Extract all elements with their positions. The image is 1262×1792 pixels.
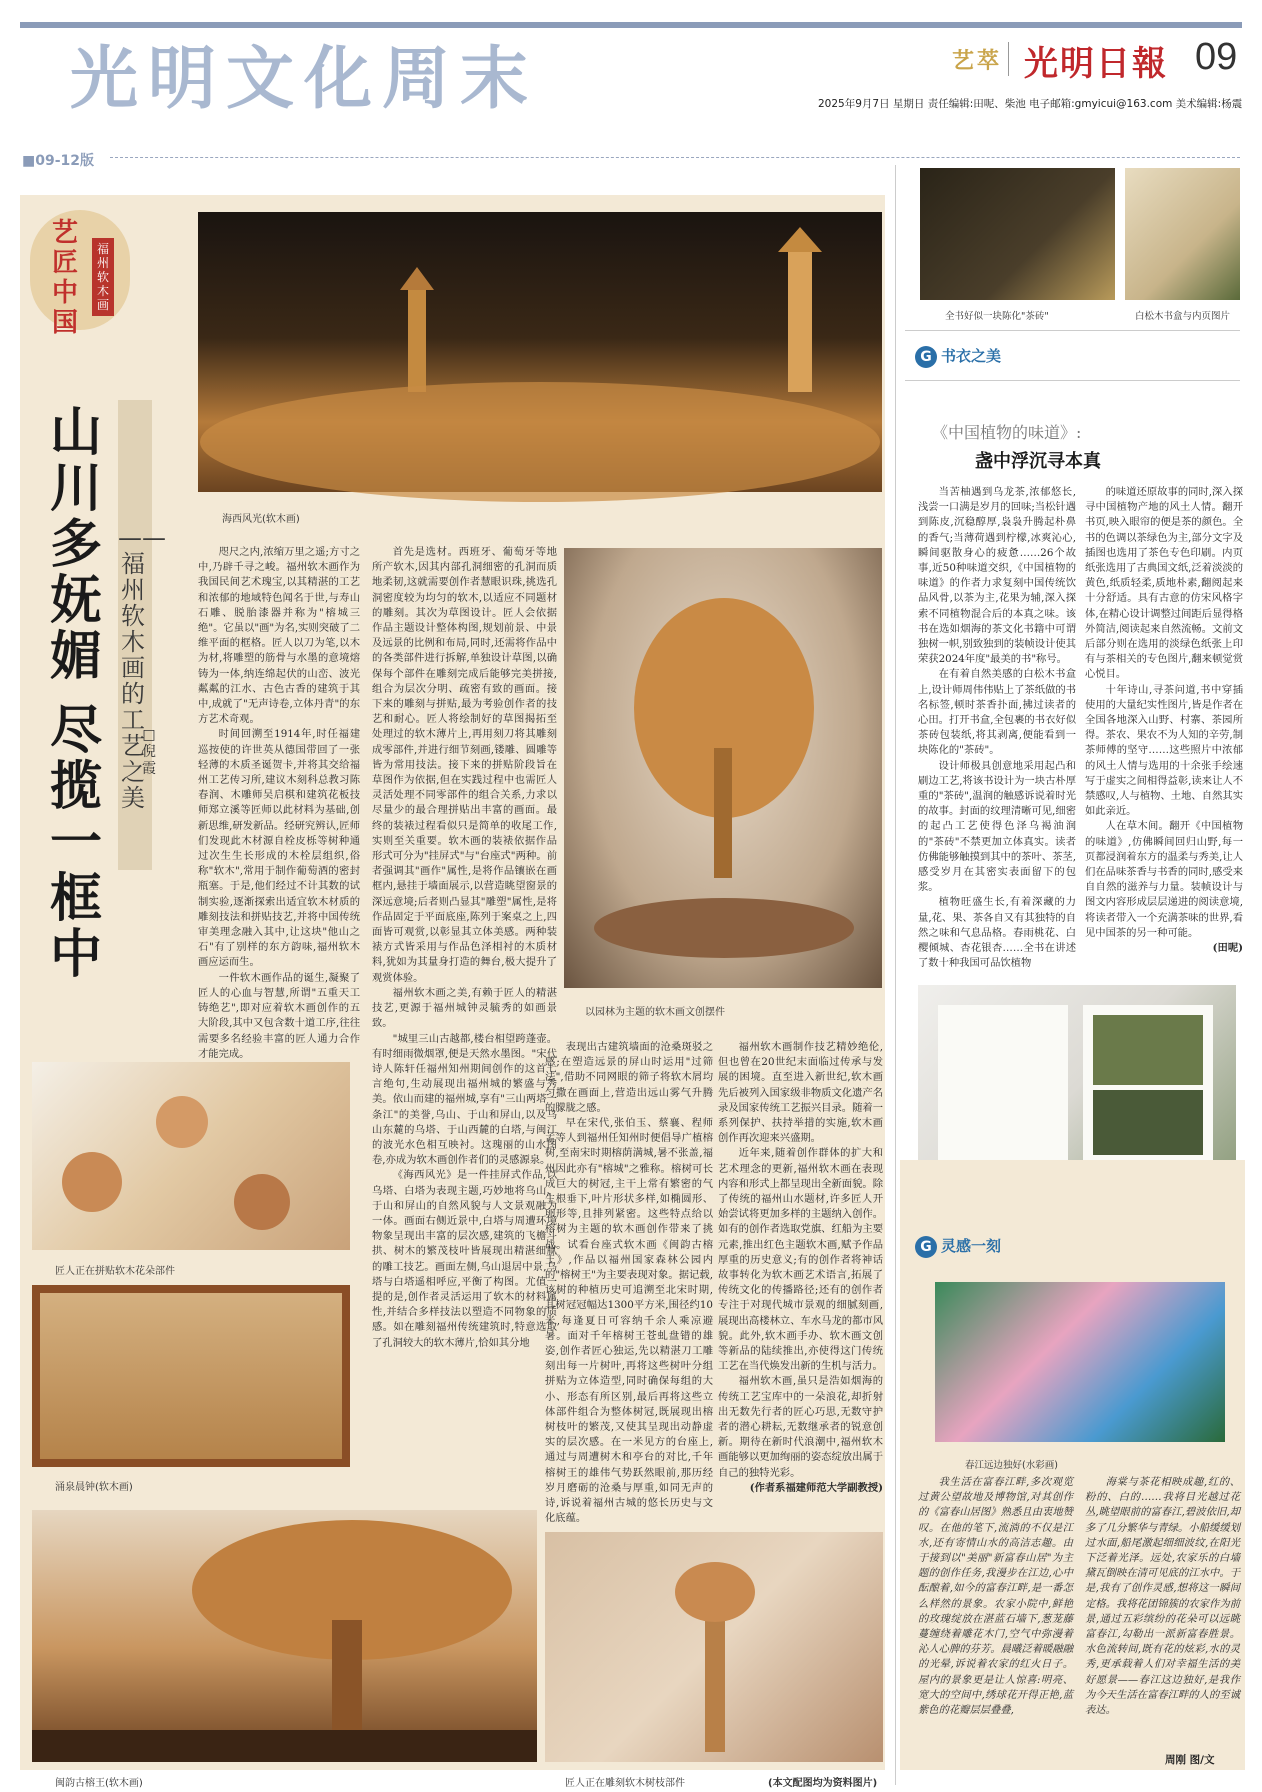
book-col1-paragraph: 当苦柚遇到乌龙茶,浓郁悠长,浅尝一口满是岁月的回味;当松针遇到陈皮,沉稳醇厚,袅袅升腾起朴鼻的香气;当薄荷遇到柠檬,冰爽沁心,瞬间驱散身心的疲惫……26个故事,近50种味道交织,《中国植物的味道》的作者力求复刻中国传统饮品风骨,以茶为主,花果为辅,深入探索不同植物混合后的本真之味。该书在选如烟海的茶文化书籍中可谓独树一帜,别致独到的装帧设计使其荣获2024年度"最美的书"称号。	[918, 486, 1076, 666]
caption-banyan: 闽韵古榕王(软木画)	[55, 1778, 143, 1789]
article-column-4	[718, 1040, 883, 1520]
dome-photo	[564, 548, 882, 988]
col2-paragraph: 福州软木画之美,有赖于匠人的精湛技艺,更源于福州城钟灵毓秀的如画景致。	[372, 986, 557, 1030]
col1-paragraph: 一件软木画作品的诞生,凝聚了匠人的心血与智慧,所谓"五重天工铸绝艺",即对应着软木画创作的五大阶段,其中又包含数十道工序,往往需要多名经验丰富的匠人通力合作才能完成。	[198, 971, 360, 1060]
badge-title: 艺匠中国	[52, 218, 79, 338]
inspire-paragraph: 海棠与茶花相映成趣,红的、粉的、白的……我将目光越过花丛,眺望眼前的富春江,碧波依旧,却多了几分繁华与青绿。小船缓缓划过水面,船尾激起细细波纹,在阳光下泛着光泽。远处,农家乐的白墙黛瓦倒映在清可见底的江水中。于是,我有了创作灵感,想将这一瞬间定格。我将花团锦簇的农家作为前景,通过五彩缤纷的花朵可以远眺富春江,勾勒出一派新富春胜景。水色流转间,既有花的炫彩,水的灵秀,更承载着人们对幸福生活的美好愿景——春江这边独好,是我作为今天生活在富春江畔的人的至诚表达。	[1085, 1476, 1240, 1717]
masthead: 光明文化周末	[70, 40, 539, 119]
section2-title-text: 灵感一刻	[941, 1237, 1002, 1255]
book-title: 《中国植物的味道》:	[932, 423, 1082, 442]
caption-main-photo: 海西风光(软木画)	[222, 514, 300, 525]
caption-flowers: 匠人正在拼贴软木花朵部件	[55, 1266, 175, 1277]
book-review-column-1	[918, 485, 1076, 970]
col1-paragraph: 时间回溯至1914年,时任福建巡按使的许世英从德国带回了一张轻薄的木质圣诞贺卡,并将其交给福州工艺传习所,建议木刻科总教习陈春润、木雕师吴启棋和建筑花板技师郑立溪等匠师以此材料为基础,创新思维,研发新品。经研究辨认,匠师们发现此木材源自栓皮栎等树种通过次生生长形成的木栓层组织,俗称"软木",常用于制作葡萄酒的密封瓶塞。于是,他们经过不计其数的试制实验,逐渐探索出适宜软木材质的雕刻技法和拼贴技艺,并将中国传统审美理念融入其中,让这块"他山之石"有了别样的东方韵味,福州软木画应运而生。	[198, 728, 360, 969]
section1-title-text: 书衣之美	[941, 347, 1002, 365]
col1-paragraph: 咫尺之内,浓缩万里之遥;方寸之中,乃辟千寻之峻。福州软木画作为我国民间艺术瑰宝,以其精湛的工艺和浓郁的地域特色闻名于世,与寿山石雕、脱胎漆器并称为"榕城三绝"。它虽以"画"为名,实则突破了二维平面的框格。匠人以刀为笔,以木为材,将雕塑的筋骨与水墨的意境熔铸为一体,纳连绵起伏的山峦、波光粼粼的江水、古色古香的建筑于其中,成就了"无声诗卷,立体丹青"的东方艺术奇观。	[198, 546, 360, 726]
book-col2-paragraph: 人在草木间。翻开《中国植物的味道》,仿佛瞬间回归山野,每一页都浸润着东方的温柔与秀美,让人们在品味茶香与书香的同时,感受来自自然的滋养与力量。装帧设计与图文内容形成层层递进的阅读意境,将读者带入一个充满茶味的世界,看见中国茶的另一种可能。	[1085, 820, 1243, 939]
byline: □倪霞	[142, 727, 156, 777]
subheadline: ——福州软木画的工艺之美	[118, 524, 166, 812]
book-author-note: (田呢)	[1212, 942, 1243, 955]
book-col2-paragraph: 的味道还原故事的同时,深入探寻中国植物产地的风土人情。翻开书页,映入眼帘的便是茶的颜色。全书的色调以茶绿色为主,部分文字及插图也选用了茶色专色印刷。内页纸张选用了古典国文纸,泛着淡淡的黄色,纸质轻柔,质地朴素,翻阅起来十分舒适。具有古意的仿宋风格字体,在精心设计调整过间距后显得格外简洁,阅读起来自然流畅。文前文后部分则在选用的淡绿色纸张上印有与茶相关的专色图片,翻来顿觉赏心悦目。	[1085, 486, 1243, 681]
col4-paragraph: 近年来,随着创作群体的扩大和艺术理念的更新,福州软木画在表现内容和形式上都呈现出全新面貌。除了传统的福州山水题材,许多匠人开始尝试将更加多样的主题纳入创作。如有的创作者选取党旗、红船为主要元素,推出红色主题软木画,赋予作品厚重的历史意义;有的创作者将神话故事转化为软木画艺术语言,拓展了传统文化的传播路径;还有的创作者专注于对现代城市景观的细腻刻画,展现出高楼林立、车水马龙的都市风貌。此外,软木画手办、软木画文创等新品的陆续推出,亦使得这门传统工艺在当代焕发出新的生机与活力。	[718, 1147, 883, 1373]
col3-paragraph: 早在宋代,张伯玉、蔡襄、程师孟等人到福州任知州时便倡导广植榕树,至南宋时期榕荫满城,暑不张盖,福州因此亦有"榕城"之雅称。榕树可长成巨大的树冠,主干上常有繁密的气生根垂下,叶片形状多样,如椭圆形、卵形等,且排列紧密。这些特点给以榕树为主题的软木画创作带来了挑战。试看台座式软木画《闽韵古榕王》,作品以福州国家森林公园内的"榕树王"为主要表现对象。据记载,该树的种植历史可追溯至北宋时期,其树冠冠幅达1300平方米,围径约10米,每逢夏日可容纳千余人乘凉避暑。面对千年榕树王苍虬盘错的雄姿,创作者匠心独运,先以精湛刀工雕刻出每一片树叶,再将这些树叶分组拼贴为立体造型,同时确保每组的大小、形态有所区别,最后再将这些立体部件组合为整体树冠,既展现出榕树枝叶的繁茂,又使其呈现出动静虚实的层次感。在一米见方的台座上,通过与周遭树木和亭台的对比,千年榕树王的雄伟气势跃然眼前,那历经岁月磨砺的沧桑与厚重,如同无声的诗,诉说着福州古城的悠长历史与文化底蕴。	[545, 1117, 713, 1525]
headline-line1: 山川多妩媚	[49, 403, 102, 687]
caption-top1: 全书好似一块陈化"茶砖"	[945, 311, 1049, 322]
col2-paragraph: 《海西风光》是一件挂屏式作品,以乌塔、白塔为表现主题,巧妙地将乌山、于山和屏山的自然风貌与人文景观融为一体。画面右侧近景中,白塔与周遭环境物象呈现出丰富的层次感,建筑的飞檐斗拱、树木的繁茂枝叶皆展现出精湛细腻的雕工技艺。画面左侧,乌山退居中景,乌塔与白塔遥相呼应,平衡了构图。尤值一提的是,创作者灵活运用了软木的材料属性,并结合多样技法以塑造不同物象的质感。如在雕刻福州传统建筑时,特意选取了孔洞较大的软木薄片,恰如其分地	[372, 1169, 557, 1349]
section-title-bookcover	[915, 345, 1001, 368]
section-rule	[905, 380, 1240, 381]
caption-frame: 涌泉晨钟(软木画)	[55, 1482, 133, 1493]
section-g-icon: G	[915, 1236, 937, 1258]
section-rule	[905, 330, 1240, 331]
article-column-1	[198, 545, 360, 1060]
top-rule	[20, 22, 1242, 28]
flowers-photo	[32, 1062, 350, 1250]
column-divider	[895, 165, 896, 1785]
headline-line2: 尽揽一框中	[49, 701, 102, 985]
tree-diorama-illustration	[564, 548, 882, 988]
flowers-illustration	[32, 1062, 350, 1250]
book-subtitle: 盏中浮沉寻本真	[975, 451, 1101, 472]
inspiration-column-1	[918, 1475, 1073, 1765]
book-box-photo	[920, 168, 1115, 300]
main-photo	[198, 212, 882, 492]
book-col1-paragraph: 在有着自然美感的白松木书盒上,设计师周伟伟贴上了茶纸做的书名标签,顿时茶香扑面,拂过读者的心田。打开书盒,全包裹的书衣好似茶砖包装纸,将其剥离,便能看到一块陈化的"茶砖"。	[918, 668, 1076, 757]
inspiration-column-2	[1085, 1475, 1240, 1745]
page-number: 09	[1195, 36, 1238, 78]
section-g-icon: G	[915, 346, 937, 368]
caption-dome: 以园林为主题的软木画文创摆件	[585, 1007, 725, 1018]
caption-top2: 白松木书盒与内页图片	[1135, 311, 1231, 322]
header-divider	[1008, 42, 1009, 76]
book-pages-photo	[1125, 168, 1240, 300]
book-col2-paragraph: 十年诗山,寻茶问道,书中穿插使用的大量纪实性图片,皆是作者在全国各地深入山野、村寨、茶园所得。茶农、果农不为人知的辛劳,制茶师傅的坚守……这些照片中浓郁的风土人情与选用的十余张手绘速写于虚实之间相得益彰,读来让人不禁感叹,人与植物、土地、自然其实如此亲近。	[1085, 683, 1243, 818]
frame-inner	[40, 1293, 342, 1459]
caption-craft: 匠人正在雕刻软木树枝部件	[565, 1778, 685, 1789]
book-review-column-2	[1085, 485, 1243, 970]
edition-label: ■09-12版	[22, 153, 95, 169]
banyan-illustration	[32, 1510, 537, 1762]
col3-paragraph: 表现出古建筑墙面的沧桑斑驳之感;在塑造远景的屏山时运用"过筛法",借助不同网眼的筛子将软木屑均匀撒在画面上,营造出远山雾气升腾的朦胧之感。	[545, 1041, 713, 1114]
section-title-inspiration	[915, 1235, 1001, 1258]
watercolor-photo	[935, 1282, 1225, 1442]
col4-paragraph: 福州软木画制作技艺精妙绝伦,但也曾在20世纪末面临过传承与发展的困境。直至进入新世纪,软木画先后被列入国家级非物质文化遗产名录及国家传统工艺振兴目录。随着一系列保护、扶持举措的实施,软木画创作再次迎来兴盛期。	[718, 1041, 883, 1145]
caption-painting: 春江远边独好(水彩画)	[965, 1460, 1058, 1471]
article-column-2	[372, 545, 557, 1530]
dateline: 2025年9月7日 星期日 责任编辑:田呢、柴池 电子邮箱:gmyicui@163.com 美术编辑:杨震	[818, 98, 1243, 110]
col4-author-note: (作者系福建师范大学副教授)	[749, 1481, 883, 1494]
pagoda-illustration	[198, 212, 882, 492]
newspaper-logo: 光明日報	[1024, 44, 1168, 84]
banyan-photo	[32, 1510, 537, 1762]
caption-source: (本文配图均为资料图片)	[768, 1778, 878, 1789]
book-col1-paragraph: 植物旺盛生长,有着深藏的力量,花、果、茶各自又有其独特的自然之味和气息品格。春雨桃花、白樱倾城、杏花银杏……全书在讲述了数十种我国可品饮植物	[918, 896, 1076, 970]
book-col1-paragraph: 设计师极具创意地采用起凸和刷边工艺,将该书设计为一块古朴厚重的"茶砖",温润的触感诉说着时光的故事。封面的纹理清晰可见,细密的起凸工艺使得色泽乌褐油润的"茶砖"不禁更加立体真实。读者仿佛能够触摸到其中的茶叶、茶茎,感受岁月在其密实表面留下的包浆。	[918, 759, 1076, 894]
col2-paragraph: "城里三山古越都,楼台相望跨蓬壶。有时细雨微烟罩,便是天然水墨图。"宋代诗人陈轩任福州知州期间创作的这首七言绝句,生动展现出福州城的繁盛与秀美。依山而建的福州城,享有"三山两塔一条江"的美誉,乌山、于山和屏山,以及乌山东麓的乌塔、于山西麓的白塔,与闽江的波光水色相互映衬。这瑰丽的山水图卷,亦成为软木画创作者们的灵感源泉。	[372, 1032, 557, 1167]
section-tag: 艺萃	[952, 49, 1003, 74]
carving-illustration	[545, 1532, 883, 1762]
col4-paragraph: 福州软木画,虽只是浩如烟海的传统工艺宝库中的一朵浪花,却折射出无数先行者的匠心巧思,无数守护者的潜心耕耘,无数继承者的锐意创新。期待在新时代浪潮中,福州软木画能够以更加绚丽的姿态绽放出属于自己的独特光彩。	[718, 1375, 883, 1479]
col2-paragraph: 首先是选材。西班牙、葡萄牙等地所产软木,因其内部孔洞细密的孔洞而质地柔韧,这就需要创作者慧眼识珠,挑选孔洞密度较为均匀的软木,以适应不同题材的雕刻。其次为草图设计。匠人会依据作品主题设计整体构图,规划前景、中景及远景的比例和布局,同时,还需将作品中的各类部件进行拆解,单独设计草图,以确保每个部件在雕刻完成后能够完美拼接,组合为层次分明、疏密有致的画面。接下来的雕刻与拼贴,最为考验创作者的技艺和耐心。匠人将绘制好的草图揭拓至处理过的软木薄片上,再用刻刀将其雕刻成零部件,并进行细节刻画,镂雕、圆雕等皆为常用技法。接下来的拼贴阶段旨在草图作为依据,但在实践过程中也需匠人灵活处理不同零部件的组合关系,力求以尽量少的最合理拼贴出丰富的画面。最终的装裱过程看似只是简单的收尾工作,实则至关重要。软木画的装裱依据作品形式可分为"挂屏式"与"台座式"两种。前者强调其"画作"属性,是将作品镶嵌在画框内,悬挂于墙面展示,以营造眺望窗景的深远意境;后者则凸显其"雕塑"属性,是将作品固定于平面底座,陈列于案桌之上,四面皆可观赏,以彰显其立体美感。两种装裱方式皆采用与作品色泽相衬的木质材料,犹如为其量身打造的舞台,极大提升了观赏体验。	[372, 546, 557, 984]
inspire-paragraph: 我生活在富春江畔,多次观览过黄公望故地及博物馆,对其创作的《富春山居图》熟悉且由衷地赞叹。在他的笔下,流淌的不仅是江水,还有寄情山水的高洁志趣。由于接到以"美丽"新富春山居"为主题的创作任务,我漫步在江边,心中酝酿着,如今的富春江畔,是一番怎么样然的景象。农家小院中,鲜艳的玫瑰绽放在湛蓝石墙下,葱茏藤蔓缠绕着雕花木门,空气中弥漫着沁人心脾的芬芳。晨曦泛着暖融融的光晕,诉说着农家的红火日子。屋内的景象更是让人惊喜:明亮、宽大的空间中,绣球花开得正艳,蓝紫色的花瓣层层叠叠,	[918, 1476, 1073, 1717]
inspiration-author: 周刚 图/文	[1165, 1754, 1215, 1766]
badge-subtitle: 福州软木画	[92, 238, 114, 316]
edition-rule	[110, 157, 1240, 158]
craft-photo	[545, 1532, 883, 1762]
headline-block	[46, 405, 116, 995]
frame-photo	[32, 1285, 350, 1467]
article-column-3	[545, 1040, 713, 1525]
